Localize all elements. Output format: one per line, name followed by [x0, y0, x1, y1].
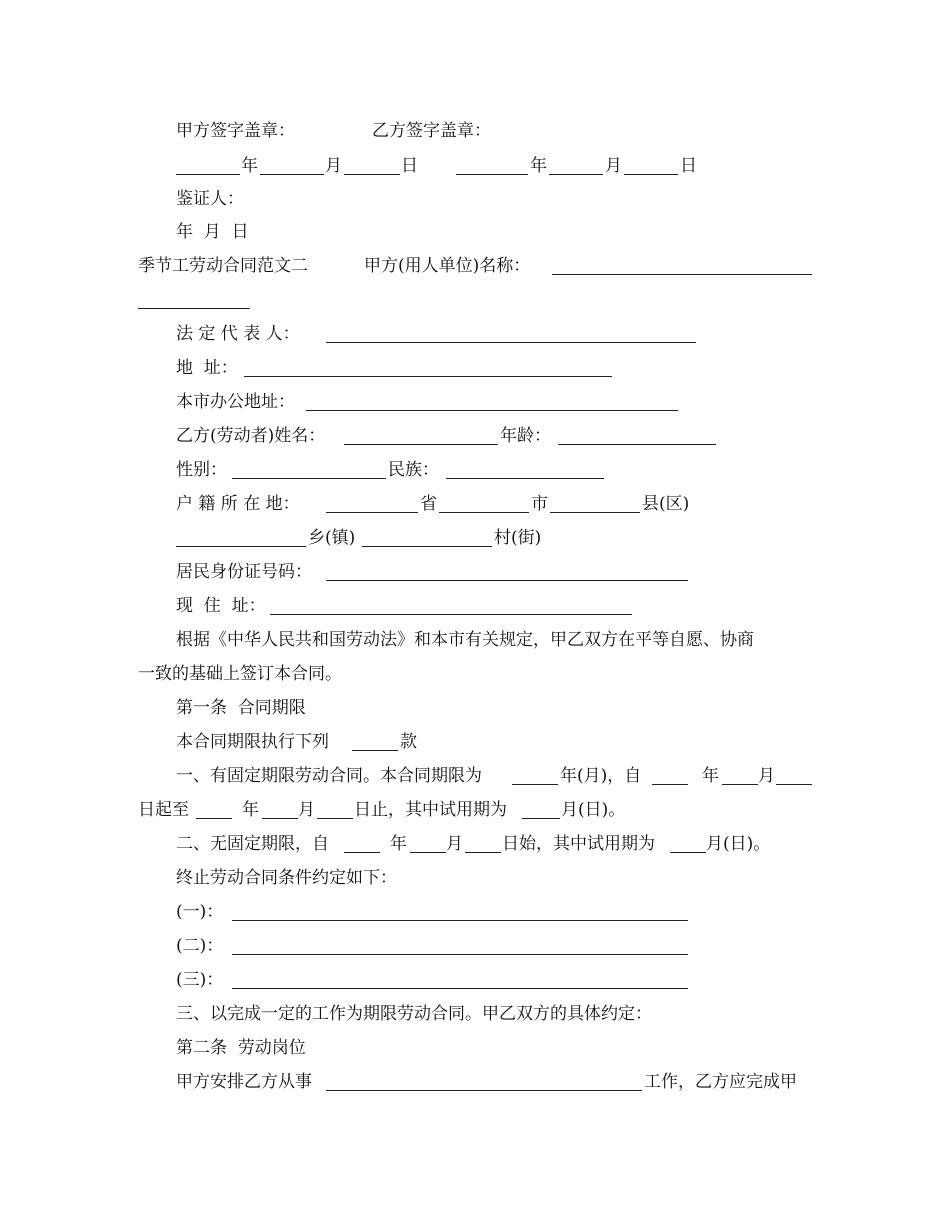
fixed-probation-text: 日止，其中试用期为 — [354, 800, 507, 820]
county-blank[interactable] — [550, 512, 640, 513]
article2-title: 第二条 劳动岗位 — [176, 1038, 306, 1058]
party-a-year-blank[interactable] — [176, 174, 240, 175]
employer-name-blank[interactable] — [552, 274, 812, 275]
city-label: 市 — [531, 494, 548, 514]
fixed-start-day-blank[interactable] — [776, 784, 812, 785]
county-label: 县(区) — [642, 494, 690, 514]
worker-name-blank[interactable] — [344, 444, 498, 445]
legal-rep-blank[interactable] — [326, 342, 696, 343]
job-assignment-blank[interactable] — [326, 1090, 642, 1091]
open-probation-text: 日始，其中试用期为 — [502, 834, 655, 854]
age-label: 年龄： — [500, 426, 551, 446]
task-term-text: 三、以完成一定的工作为期限劳动合同。甲乙双方的具体约定： — [176, 1004, 652, 1024]
party-b-year-label: 年 — [530, 156, 547, 176]
employer-name-label: 甲方(用人单位)名称： — [364, 256, 531, 276]
employer-name-blank-continued[interactable] — [138, 308, 250, 309]
party-a-month-label: 月 — [325, 156, 342, 176]
open-start-year-blank[interactable] — [344, 852, 380, 853]
party-a-year-label: 年 — [241, 156, 258, 176]
open-probation-unit: 月(日)。 — [706, 834, 771, 854]
address-label: 地 址： — [176, 358, 238, 378]
fixed-start-year-blank[interactable] — [652, 784, 688, 785]
open-start-year-label: 年 — [390, 834, 407, 854]
city-office-label: 本市办公地址： — [176, 392, 295, 412]
job-assignment-suffix: 工作，乙方应完成甲 — [644, 1072, 797, 1092]
article1-title: 第一条 合同期限 — [176, 698, 306, 718]
worker-name-label: 乙方(劳动者)姓名： — [176, 426, 326, 446]
id-number-label: 居民身份证号码： — [176, 562, 312, 582]
open-start-month-label: 月 — [446, 834, 463, 854]
open-term-text: 二、无固定期限，自 — [176, 834, 329, 854]
condition-2-label: (二)： — [176, 936, 224, 956]
party-a-signature-label: 甲方签字盖章： — [176, 121, 295, 141]
fixed-term-unit: 年(月)，自 — [560, 766, 642, 786]
fixed-term-text: 一、有固定期限劳动合同。本合同期限为 — [176, 766, 482, 786]
term-clause-blank[interactable] — [352, 750, 398, 751]
fixed-term-length-blank[interactable] — [512, 784, 558, 785]
gender-blank[interactable] — [232, 478, 386, 479]
fixed-end-day-blank[interactable] — [317, 818, 353, 819]
fixed-start-month-label: 月 — [758, 766, 775, 786]
household-label: 户 籍 所 在 地： — [176, 494, 300, 514]
term-clause-suffix: 款 — [400, 732, 417, 752]
fixed-end-month-label: 月 — [298, 800, 315, 820]
city-office-blank[interactable] — [306, 410, 678, 411]
fixed-end-year-blank[interactable] — [196, 818, 232, 819]
current-address-blank[interactable] — [270, 614, 632, 615]
party-b-year-blank[interactable] — [456, 174, 528, 175]
city-blank[interactable] — [439, 512, 529, 513]
id-number-blank[interactable] — [326, 580, 688, 581]
province-label: 省 — [420, 494, 437, 514]
party-b-month-blank[interactable] — [549, 174, 603, 175]
fixed-start-day-label: 日起至 — [138, 800, 189, 820]
fixed-start-month-blank[interactable] — [722, 784, 758, 785]
party-a-month-blank[interactable] — [260, 174, 324, 175]
party-b-day-label: 日 — [680, 156, 697, 176]
open-start-month-blank[interactable] — [410, 852, 446, 853]
ethnicity-label: 民族： — [388, 460, 439, 480]
town-label: 乡(镇) — [308, 528, 356, 548]
age-blank[interactable] — [558, 444, 716, 445]
gender-label: 性别： — [176, 460, 227, 480]
party-b-month-label: 月 — [605, 156, 622, 176]
legal-rep-label: 法 定 代 表 人： — [176, 324, 300, 344]
condition-1-blank[interactable] — [232, 920, 688, 921]
fixed-probation-blank[interactable] — [522, 818, 560, 819]
party-b-signature-label: 乙方签字盖章： — [372, 121, 491, 141]
document-title: 季节工劳动合同范文二 — [138, 256, 308, 276]
termination-heading: 终止劳动合同条件约定如下： — [176, 868, 397, 888]
condition-2-blank[interactable] — [232, 954, 688, 955]
witness-date: 年 月 日 — [176, 222, 249, 242]
condition-3-label: (三)： — [176, 970, 224, 990]
party-b-day-blank[interactable] — [624, 174, 678, 175]
ethnicity-blank[interactable] — [446, 478, 604, 479]
fixed-start-year-label: 年 — [702, 766, 719, 786]
party-a-day-label: 日 — [401, 156, 418, 176]
village-label: 村(街) — [494, 528, 542, 548]
fixed-probation-unit: 月(日)。 — [561, 800, 626, 820]
fixed-end-month-blank[interactable] — [262, 818, 298, 819]
fixed-end-year-label: 年 — [242, 800, 259, 820]
open-probation-blank[interactable] — [670, 852, 706, 853]
condition-1-label: (一)： — [176, 902, 224, 922]
witness-label: 鉴证人： — [176, 189, 244, 209]
current-address-label: 现 住 址： — [176, 596, 266, 616]
intro-paragraph-line1: 根据《中华人民共和国劳动法》和本市有关规定，甲乙双方在平等自愿、协商 — [176, 630, 754, 650]
address-blank[interactable] — [244, 376, 612, 377]
term-clause-label: 本合同期限执行下列 — [176, 732, 329, 752]
party-a-day-blank[interactable] — [344, 174, 400, 175]
intro-paragraph-line2: 一致的基础上签订本合同。 — [138, 664, 342, 684]
condition-3-blank[interactable] — [232, 988, 688, 989]
open-start-day-blank[interactable] — [465, 852, 501, 853]
job-assignment-label: 甲方安排乙方从事 — [176, 1072, 312, 1092]
town-blank[interactable] — [176, 546, 306, 547]
village-blank[interactable] — [362, 546, 492, 547]
province-blank[interactable] — [326, 512, 418, 513]
